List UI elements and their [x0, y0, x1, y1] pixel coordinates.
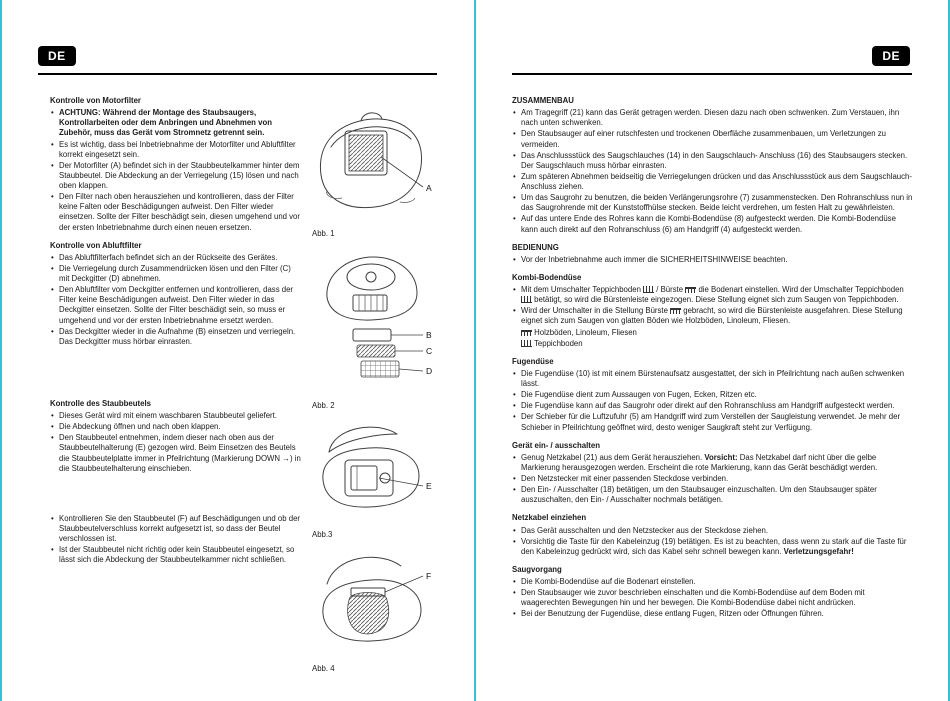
bullet-item: • Den Staubbeutel entnehmen, indem dieser nach oben aus der Staubbeutelhalterung (E) gezogen wird. Beim Einsetzen des Beutels die Staubbeutelplatte immer in Pfeilrichtung (Markierung DOWN →) in die Staubbeutelhalterung einschieben.: [50, 433, 302, 474]
bullet-item: • Mit dem Umschalter Teppichboden / Bürste die Bodenart einstellen. Wird der Umschalter Teppichboden betätigt, so wird die Bürstenleiste eingezogen. Diese Stellung eignet sich zum Saugen von Teppichboden.: [512, 285, 914, 305]
carpet-icon: [643, 286, 654, 293]
language-badge: DE: [38, 46, 76, 66]
bullet-item: • Den Netzstecker mit einer passenden Steckdose verbinden.: [512, 474, 914, 484]
figure-label: A: [426, 183, 432, 193]
section-heading: Kontrolle von Abluftfilter: [50, 240, 142, 250]
bullet-list: [512, 108, 914, 235]
carpet-icon: [521, 296, 532, 303]
bullet-list: [512, 453, 914, 506]
bullet-item: • Die Fugendüse (10) ist mit einem Bürstenaufsatz ausgestattet, der sich in Pfeilrichtung nach außen schwenken lässt.: [512, 369, 914, 389]
page-left: [2, 0, 474, 701]
section-heading: ZUSAMMENBAU: [512, 96, 574, 105]
bullet-item: • Das Anschlussstück des Saugschlauches (14) in den Saugschlauch- Anschluss (16) des Staubsaugers stecken. Der Saugschlauch muss hörbar einrasten.: [512, 151, 914, 171]
bullet-item: • Den Ein- / Ausschalter (18) betätigen, um den Staubsauger einzuschalten. Um den Staubsauger später auszuschalten, den Ein- / Ausschalter nochmals betätigen.: [512, 485, 914, 505]
bullet-list: [50, 411, 302, 474]
bullet-list: [512, 526, 914, 557]
section: [512, 357, 914, 433]
bullet-list: [512, 285, 914, 327]
section: [512, 243, 914, 265]
vacuum-bag-holder-illustration: [305, 418, 437, 524]
figure-label: E: [426, 481, 432, 491]
hard-floor-brush-icon: [670, 308, 681, 314]
legend-line: Holzböden, Linoleum, Fliesen: [512, 328, 914, 338]
bullet-item: • Wird der Umschalter in die Stellung Bürste gebracht, so wird die Bürstenleiste ausgefahren. Diese Stellung eignet sich zum Saugen von glatten Böden wie Holzböden, Linoleum, Fliesen.: [512, 306, 914, 326]
figure-caption: Abb.3: [312, 530, 333, 539]
carpet-icon: [521, 340, 532, 347]
bullet-item: • Vorsichtig die Taste für den Kabeleinzug (19) betätigen. Es ist zu beachten, dass wenn zu stark auf die Taste für den Kabeleinzug gedrückt wird, sich das Kabel sehr schnell bewegen kann. Verletzungsgefahr!: [512, 537, 914, 557]
bullet-list: [512, 369, 914, 433]
bullet-list: [50, 514, 302, 566]
bullet-item: • Es ist wichtig, dass bei Inbetriebnahme der Motorfilter und Abluftfilter korrekt eingesetzt sein.: [50, 140, 302, 160]
bullet-item: • Das Gerät ausschalten und den Netzstecker aus der Steckdose ziehen.: [512, 526, 914, 536]
section: [512, 96, 914, 235]
bullet-item: • Der Schieber für die Luftzufuhr (5) am Handgriff wird zum Verstellen der Saugleistung verwendet. Je mehr der Schieber in Pfeilrichtung geöffnet wird, desto weniger Saugkraft steht zur Verfügung.: [512, 412, 914, 432]
section-heading: Kontrolle des Staubbeutels: [50, 398, 151, 408]
hard-floor-brush-icon: [521, 330, 532, 336]
bullet-item: • Bei der Benutzung der Fugendüse, diese entlang Fugen, Ritzen oder Öffnungen führen.: [512, 609, 914, 619]
header-rule: [512, 73, 912, 75]
left-text-column: [50, 96, 302, 573]
right-text-column: [512, 96, 914, 628]
bullet-item: • Den Filter nach oben herausziehen und kontrollieren, dass der Filter keine Falten oder Beschädigungen aufweist. Den Filter wieder einsetzen. Sollte der Filter beschädigt sein, diesen umgehend und vor der ersten Inbetriebnahme durch einen neuen ersetzen.: [50, 192, 302, 233]
figure-label: D: [426, 366, 433, 376]
bullet-item: • Die Abdeckung öffnen und nach oben klappen.: [50, 422, 302, 432]
bullet-item: • Den Staubsauger wie zuvor beschrieben einschalten und die Kombi-Bodendüse auf dem Boden mit waagerechten Bewegungen hin und her bewegen. Die Kombi-Bodendüse dabei nicht andrücken.: [512, 588, 914, 608]
bullet-list: [50, 253, 302, 347]
vacuum-exhaust-filter-illustration: [305, 245, 437, 395]
bullet-item: • Um das Saugrohr zu benutzen, die beiden Verlängerungsrohre (7) zusammenstecken. Den Rohranschluss nun in das Saugrohrende mit der Kunststoffhülse stecken. Beide leicht verdrehen, um festen Halt zu gewährleisten.: [512, 193, 914, 213]
section-heading: Saugvorgang: [512, 564, 562, 574]
section: [50, 241, 302, 347]
bullet-list: [50, 108, 302, 233]
bullet-item: • Den Abluftfilter vom Deckgitter entfernen und kontrollieren, dass der Filter keine Beschädigungen aufweist. Den Filter wieder in das Deckgitter einsetzen. Sollte der Filter beschädigt sein, so muss er umgehend und vor der ersten Inbetriebnahme ersetzt werden.: [50, 285, 302, 326]
figure-abb-4: [305, 548, 465, 673]
language-badge: DE: [872, 46, 910, 66]
vacuum-dust-bag-illustration: [305, 548, 437, 658]
bullet-item: • Die Fugendüse dient zum Aussaugen von Fugen, Ecken, Ritzen etc.: [512, 390, 914, 400]
hard-floor-brush-icon: [685, 287, 696, 293]
section-heading: Fugendüse: [512, 356, 554, 366]
bullet-item: • Die Verriegelung durch Zusammendrücken lösen und den Filter (C) mit Deckgitter (D) abnehmen.: [50, 264, 302, 284]
section-heading: Gerät ein- / ausschalten: [512, 440, 600, 450]
bullet-item: • Vor der Inbetriebnahme auch immer die SICHERHEITSHINWEISE beachten.: [512, 255, 914, 265]
figure-abb-2: [305, 245, 465, 410]
figure-label: F: [426, 571, 432, 581]
section: [512, 273, 914, 349]
section-heading: Netzkabel einziehen: [512, 513, 587, 523]
section: [50, 514, 302, 566]
bullet-item: • Dieses Gerät wird mit einem waschbaren Staubbeutel geliefert.: [50, 411, 302, 421]
header-rule: [38, 73, 437, 75]
bullet-item: • Ist der Staubbeutel nicht richtig oder kein Staubbeutel eingesetzt, so lässt sich die Abdeckung der Staubbeutelkammer nicht schließen.: [50, 545, 302, 565]
section-heading: Kontrolle von Motorfilter: [50, 96, 141, 105]
figure-caption: Abb. 2: [312, 401, 335, 410]
figure-abb-1: [305, 101, 465, 238]
figure-label: B: [426, 330, 432, 340]
figure-caption: Abb. 1: [312, 229, 335, 238]
bullet-item: • ACHTUNG: Während der Montage des Staubsaugers, Kontrollarbeiten oder dem Anbringen und Abnehmen von Zubehör, muss das Gerät vom Stromnetz getrennt sein.: [50, 108, 302, 138]
section: [512, 441, 914, 506]
page-right: [476, 0, 948, 701]
figure-abb-3: [305, 418, 465, 539]
bullet-item: • Zum späteren Abnehmen beidseitig die Verriegelungen drücken und das Anschlussstück aus dem Saugschlauch-Anschluss ziehen.: [512, 172, 914, 192]
bullet-item: • Den Staubsauger auf einer rutschfesten und trockenen Oberfläche zusammenbauen, um Verletzungen zu vermeiden.: [512, 129, 914, 149]
section: [50, 96, 302, 233]
bullet-item: • Am Tragegriff (21) kann das Gerät getragen werden. Diesen dazu nach oben schwenken. Zum Verstauen, ihn nach unten schwenken.: [512, 108, 914, 128]
bullet-item: • Genug Netzkabel (21) aus dem Gerät herausziehen. Vorsicht: Das Netzkabel darf nicht über die gelbe Markierung herausgezogen werden. Erscheint die rote Markierung, kann das Gerät beschädigt werden.: [512, 453, 914, 473]
bullet-item: • Die Fugendüse kann auf das Saugrohr oder direkt auf den Rohranschluss am Handgriff aufgesteckt werden.: [512, 401, 914, 411]
bullet-list: [512, 577, 914, 620]
bullet-item: • Der Motorfilter (A) befindet sich in der Staubbeutelkammer hinter dem Staubbeutel. Die Abdeckung an der Verriegelung (15) lösen und nach oben klappen.: [50, 161, 302, 191]
section-heading: BEDIENUNG: [512, 242, 559, 252]
section: [512, 565, 914, 620]
figure-label: C: [426, 346, 433, 356]
bullet-item: • Das Deckgitter wieder in die Aufnahme (B) einsetzen und verriegeln. Das Deckgitter muss hörbar einrasten.: [50, 327, 302, 347]
section: [512, 513, 914, 557]
section: [50, 399, 302, 474]
bullet-item: • Das Abluftfilterfach befindet sich an der Rückseite des Gerätes.: [50, 253, 302, 263]
bullet-item: • Die Kombi-Bodendüse auf die Bodenart einstellen.: [512, 577, 914, 587]
section-heading: Kombi-Bodendüse: [512, 272, 582, 282]
figure-caption: Abb. 4: [312, 664, 335, 673]
bullet-list: [512, 255, 914, 265]
bullet-item: • Kontrollieren Sie den Staubbeutel (F) auf Beschädigungen und ob der Staubbeutelverschluss korrekt aufgesetzt ist, so dass der Beutel verschlossen ist.: [50, 514, 302, 544]
bullet-item: • Auf das untere Ende des Rohres kann die Kombi-Bodendüse (8) aufgesteckt werden. Die Kombi-Bodendüse kann auch direkt auf den Rohranschluss (6) am Handgriff (4) aufgesteckt werden.: [512, 214, 914, 234]
legend-line: Teppichboden: [512, 339, 914, 349]
vacuum-motor-filter-illustration: [305, 101, 437, 223]
